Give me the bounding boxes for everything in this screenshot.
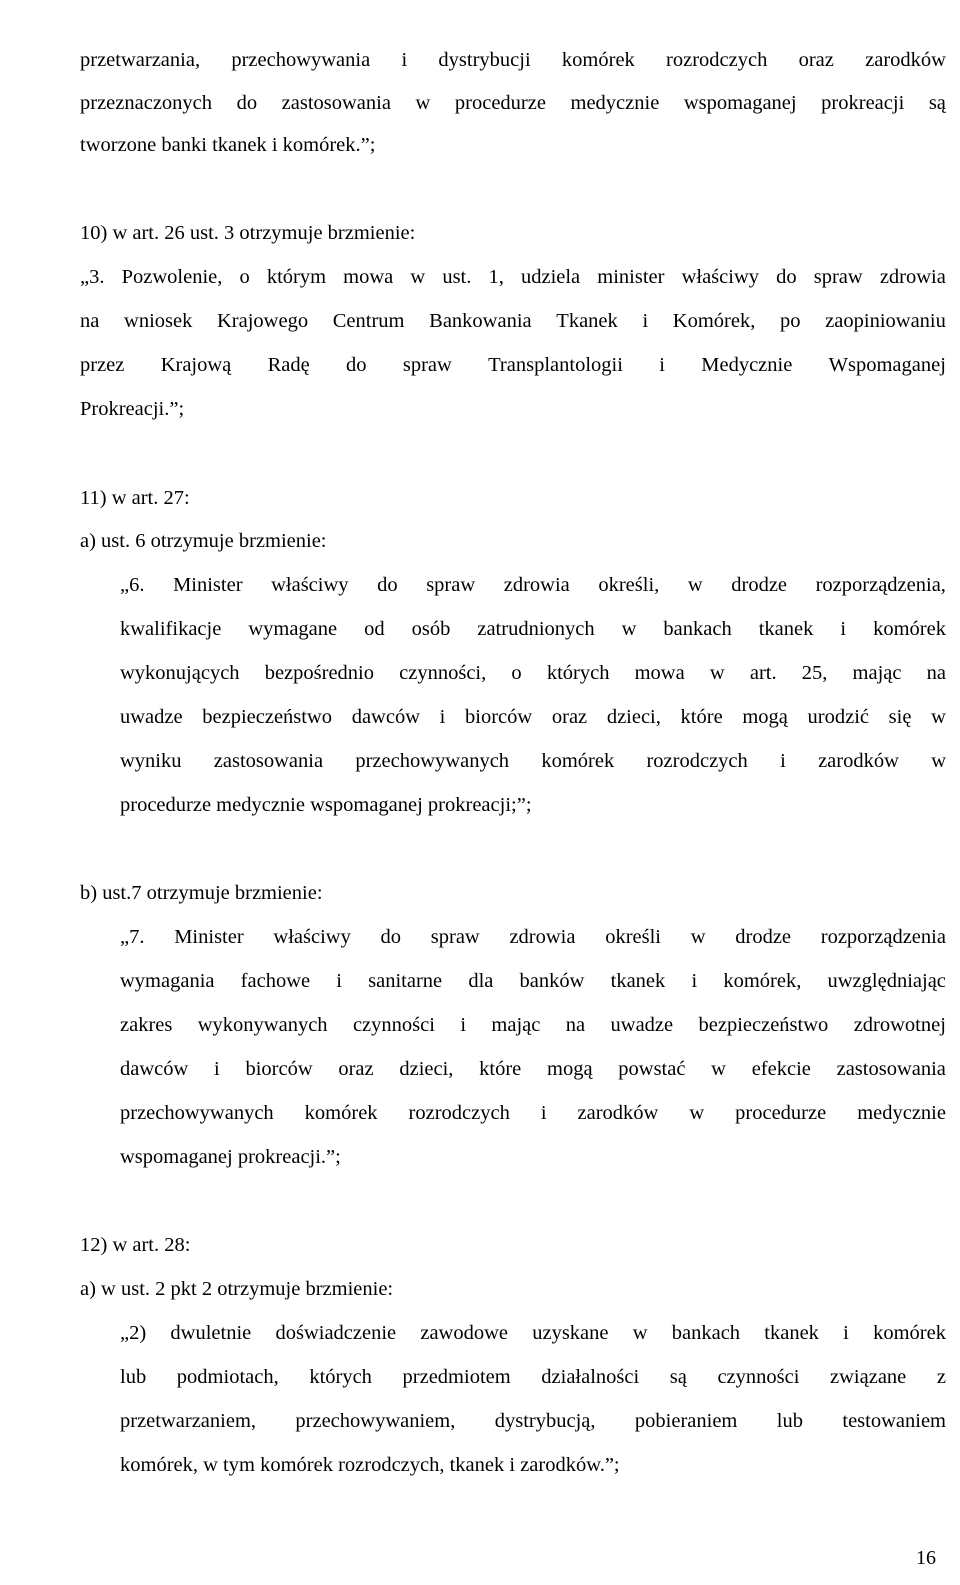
sub-item-heading: a) w ust. 2 pkt 2 otrzymuje brzmienie:	[80, 1278, 394, 1300]
text-line: kwalifikacje wymagane od osób zatrudnionych w bankach tkanek i komórek	[120, 618, 946, 640]
text-line: „6. Minister właściwy do spraw zdrowia określi, w drodze rozporządzenia,	[120, 574, 946, 596]
text-line: przez Krajową Radę do spraw Transplantologii i Medycznie Wspomaganej	[80, 354, 946, 376]
text-line: wspomaganej prokreacji.”;	[120, 1146, 341, 1168]
sub-item-heading: b) ust.7 otrzymuje brzmienie:	[80, 882, 323, 904]
text-line: na wniosek Krajowego Centrum Bankowania Tkanek i Komórek, po zaopiniowaniu	[80, 310, 946, 332]
list-item-heading: 10) w art. 26 ust. 3 otrzymuje brzmienie:	[80, 222, 416, 244]
text-line: lub podmiotach, których przedmiotem działalności są czynności związane z	[120, 1366, 946, 1388]
list-item-heading: 11) w art. 27:	[80, 487, 190, 509]
text-line: przetwarzaniem, przechowywaniem, dystrybucją, pobieraniem lub testowaniem	[120, 1410, 946, 1432]
text-line: przechowywanych komórek rozrodczych i zarodków w procedurze medycznie	[120, 1102, 946, 1124]
text-line: komórek, w tym komórek rozrodczych, tkanek i zarodków.”;	[120, 1454, 620, 1476]
text-line: Prokreacji.”;	[80, 398, 185, 420]
text-line: procedurze medycznie wspomaganej prokreacji;”;	[120, 794, 532, 816]
text-line: wykonujących bezpośrednio czynności, o których mowa w art. 25, mając na	[120, 662, 946, 684]
list-item-heading: 12) w art. 28:	[80, 1234, 191, 1256]
text-line: dawców i biorców oraz dzieci, które mogą powstać w efekcie zastosowania	[120, 1058, 946, 1080]
text-line: „3. Pozwolenie, o którym mowa w ust. 1, udziela minister właściwy do spraw zdrowia	[80, 266, 946, 288]
sub-item-heading: a) ust. 6 otrzymuje brzmienie:	[80, 530, 327, 552]
text-line: uwadze bezpieczeństwo dawców i biorców oraz dzieci, które mogą urodzić się w	[120, 706, 946, 728]
page-number: 16	[916, 1547, 936, 1569]
text-line: „2) dwuletnie doświadczenie zawodowe uzyskane w bankach tkanek i komórek	[120, 1322, 946, 1344]
text-line: zakres wykonywanych czynności i mając na uwadze bezpieczeństwo zdrowotnej	[120, 1014, 946, 1036]
text-line: tworzone banki tkanek i komórek.”;	[80, 134, 376, 156]
text-line: wymagania fachowe i sanitarne dla banków tkanek i komórek, uwzględniając	[120, 970, 946, 992]
text-line: wyniku zastosowania przechowywanych komórek rozrodczych i zarodków w	[120, 750, 946, 772]
text-line: przeznaczonych do zastosowania w procedurze medycznie wspomaganej prokreacji są	[80, 92, 946, 114]
text-line: „7. Minister właściwy do spraw zdrowia określi w drodze rozporządzenia	[120, 926, 946, 948]
text-line: przetwarzania, przechowywania i dystrybucji komórek rozrodczych oraz zarodków	[80, 49, 946, 71]
